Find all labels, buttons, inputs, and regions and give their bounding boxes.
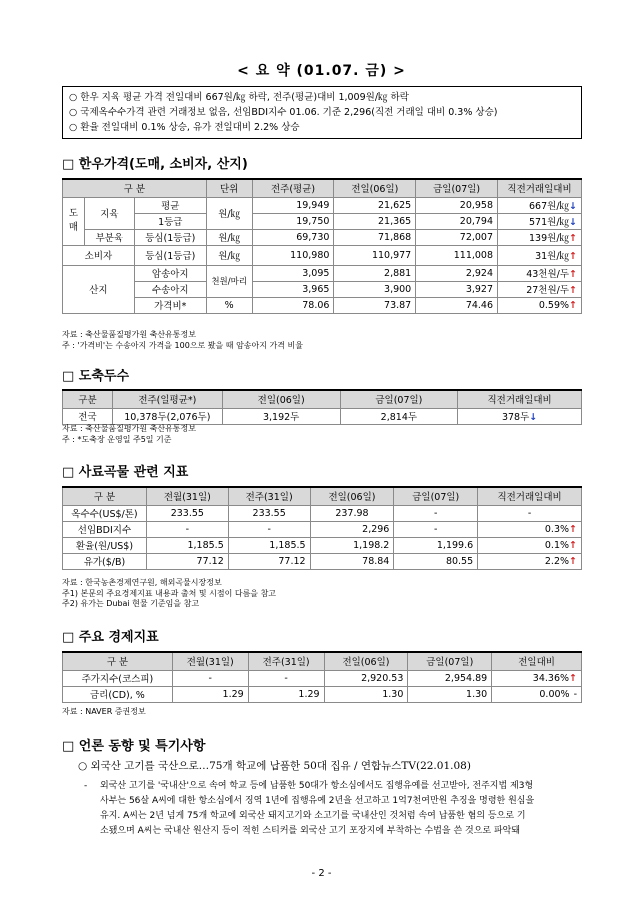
row-label: 평균 xyxy=(134,197,206,213)
cell-value: 1,198.2 xyxy=(310,537,394,553)
change-value: 571원/㎏ xyxy=(529,217,570,228)
change-value: 27천원/두 xyxy=(526,285,570,296)
row-group-label: 산지 xyxy=(63,265,135,313)
arrow-up-icon: ↑ xyxy=(569,523,577,535)
slaughter-table xyxy=(62,389,582,425)
cell-value: 10,378두(2,076두) xyxy=(112,408,222,424)
row-label: 등심(1등급) xyxy=(134,229,206,245)
change-value: 31원/㎏ xyxy=(535,251,570,262)
col-header: 전주(평균) xyxy=(252,179,334,197)
page-number: - 2 - xyxy=(311,868,332,879)
news-body xyxy=(84,779,584,839)
cell-value: 2,881 xyxy=(334,265,416,281)
cell-value: 110,980 xyxy=(252,245,334,265)
col-header: 금일(07일) xyxy=(408,652,492,670)
note-line: 자료 : 한국농촌경제연구원, 해외곡물시장정보 xyxy=(62,578,222,587)
change-cell xyxy=(498,229,582,245)
source-note xyxy=(62,330,303,351)
change-value: 667원/㎏ xyxy=(529,201,570,212)
cell-value: 20,958 xyxy=(416,197,498,213)
table-header-row xyxy=(63,390,582,408)
cell-value: - xyxy=(394,521,478,537)
arrow-up-icon: ↑ xyxy=(569,285,577,296)
cell-value: 77.12 xyxy=(146,553,228,569)
col-header: 금일(07일) xyxy=(394,487,478,505)
cell-value: 21,365 xyxy=(334,213,416,229)
col-header: 전일대비 xyxy=(492,652,582,670)
arrow-up-icon: ↑ xyxy=(569,269,577,280)
cell-value: 21,625 xyxy=(334,197,416,213)
arrow-up-icon: ↑ xyxy=(569,539,577,551)
cell-value: 1.29 xyxy=(248,686,324,702)
row-group-label: 지육 xyxy=(84,197,134,229)
cell-value: 2,920.53 xyxy=(324,670,408,686)
news-line: 소됐으며 A씨는 국내산 원산지 등이 적힌 스티커를 외국산 고기 포장지에 부착하는 수법을 쓴 것으로 파악돼 xyxy=(100,826,521,836)
news-line: 사부는 56살 A씨에 대한 항소심에서 징역 1년에 집행유예 2년을 선고하고 1억7천여만원 추징을 명령한 원심을 xyxy=(100,796,535,806)
col-header: 구 분 xyxy=(63,652,173,670)
table-row xyxy=(63,265,582,281)
col-header: 전주(31일) xyxy=(228,487,310,505)
cell-value: 80.55 xyxy=(394,553,478,569)
table-row xyxy=(63,245,582,265)
econ-table xyxy=(62,651,582,703)
cell-value: 78.06 xyxy=(252,297,334,313)
col-header: 전일(06일) xyxy=(310,487,394,505)
change-cell xyxy=(458,408,582,424)
cell-value: - xyxy=(394,505,478,521)
table-row xyxy=(63,229,582,245)
summary-line: ○ 한우 지육 평균 가격 전일대비 667원/㎏ 하락, 전주(평균)대비 1,009원/㎏ 하락 xyxy=(69,92,409,103)
table-header-row xyxy=(63,487,582,505)
cell-value: 2,296 xyxy=(310,521,394,537)
cell-value: 3,192두 xyxy=(222,408,340,424)
change-value: 43천원/두 xyxy=(526,269,570,280)
summary-box xyxy=(62,86,582,139)
news-text xyxy=(100,779,584,839)
change-cell xyxy=(498,245,582,265)
row-label: 전국 xyxy=(63,408,113,424)
unit-cell: 천원/마리 xyxy=(206,265,252,297)
news-headline: ○ 외국산 고기를 국산으로…75개 학교에 납품한 50대 집유 / 연합뉴스TV(22.01.08) xyxy=(78,760,471,772)
row-group-label: 부분육 xyxy=(84,229,134,245)
table-row xyxy=(63,281,582,297)
change-value: 34.36% xyxy=(532,672,570,684)
row-label: 1등급 xyxy=(134,213,206,229)
col-header: 금일(07일) xyxy=(340,390,458,408)
source-note xyxy=(62,707,146,718)
row-label: 암송아지 xyxy=(134,265,206,281)
row-group-label: 도매 xyxy=(63,197,85,245)
summary-line: ○ 환율 전일대비 0.1% 상승, 유가 전일대비 2.2% 상승 xyxy=(69,122,300,133)
note-line: 자료 : 축산물품질평가원 축산유통정보 xyxy=(62,424,196,433)
cell-value: - xyxy=(172,670,248,686)
change-cell xyxy=(478,521,582,537)
change-cell xyxy=(498,297,582,313)
table-header-row xyxy=(63,179,582,197)
cell-value: 3,965 xyxy=(252,281,334,297)
source-note xyxy=(62,578,276,610)
page-title: < 요 약 (01.07. 금) > xyxy=(237,63,406,79)
col-header: 전일(06일) xyxy=(222,390,340,408)
col-header: 직전거래일대비 xyxy=(458,390,582,408)
note-line: 자료 : NAVER 증권정보 xyxy=(62,707,146,716)
change-value: 0.59% xyxy=(538,299,570,311)
table-row xyxy=(63,213,582,229)
cell-value: 72,007 xyxy=(416,229,498,245)
table-row xyxy=(63,537,582,553)
cell-value: 2,814두 xyxy=(340,408,458,424)
feed-table xyxy=(62,486,582,570)
cell-value: 1,185.5 xyxy=(146,537,228,553)
col-header: 구 분 xyxy=(63,487,147,505)
change-value: 2.2% xyxy=(544,555,570,567)
arrow-up-icon: ↑ xyxy=(569,299,577,311)
change-value: 139원/㎏ xyxy=(529,233,570,244)
table-row xyxy=(63,670,582,686)
cell-value: 74.46 xyxy=(416,297,498,313)
arrow-down-icon: ↓ xyxy=(569,217,577,228)
cell-value: 19,750 xyxy=(252,213,334,229)
cell-value: 78.84 xyxy=(310,553,394,569)
cell-value: 1.29 xyxy=(172,686,248,702)
row-label: 주가지수(코스피) xyxy=(63,670,173,686)
change-value: 0.3% xyxy=(544,523,570,535)
col-header: 금일(07일) xyxy=(416,179,498,197)
cell-value: 73.87 xyxy=(334,297,416,313)
summary-line: ○ 국제옥수수가격 관련 거래정보 없음, 선임BDI지수 01.06. 기준 2,296(직전 거래일 대비 0.3% 상승) xyxy=(69,107,498,118)
table-row xyxy=(63,297,582,313)
cell-value: - xyxy=(228,521,310,537)
table-row xyxy=(63,553,582,569)
dash-mark: - xyxy=(573,688,577,700)
section-heading-hanwoo: □ 한우가격(도매, 소비자, 산지) xyxy=(62,157,248,172)
change-cell xyxy=(478,537,582,553)
change-cell xyxy=(498,197,582,213)
section-heading-feed: □ 사료곡물 관련 지표 xyxy=(62,465,189,480)
section-heading-slaughter: □ 도축두수 xyxy=(62,369,130,384)
table-row xyxy=(63,197,582,213)
note-line: 주2) 유가는 Dubai 현물 기준임을 참고 xyxy=(62,599,200,608)
col-header: 직전거래일대비 xyxy=(478,487,582,505)
col-header: 전월(31일) xyxy=(172,652,248,670)
arrow-up-icon: ↑ xyxy=(569,251,577,262)
row-label: 환율(원/US$) xyxy=(63,537,147,553)
col-header: 전월(31일) xyxy=(146,487,228,505)
cell-value: 1.30 xyxy=(324,686,408,702)
cell-value: 3,927 xyxy=(416,281,498,297)
cell-value: 20,794 xyxy=(416,213,498,229)
change-cell xyxy=(478,505,582,521)
arrow-up-icon: ↑ xyxy=(569,672,577,684)
change-value: - xyxy=(527,507,532,519)
unit-cell: % xyxy=(206,297,252,313)
section-heading-news: □ 언론 동향 및 특기사항 xyxy=(62,739,206,754)
row-label: 선임BDI지수 xyxy=(63,521,147,537)
news-line: 외국산 고기를 '국내산'으로 속여 학교 등에 납품한 50대가 항소심에서도 집행유예를 선고받아, 전주지법 제3형 xyxy=(100,781,534,791)
unit-cell: 원/㎏ xyxy=(206,197,252,229)
table-row xyxy=(63,521,582,537)
row-group-label: 소비자 xyxy=(63,245,135,265)
arrow-up-icon: ↑ xyxy=(569,233,577,244)
note-line: 자료 : 축산물품질평가원 축산유통정보 xyxy=(62,330,196,339)
cell-value: 2,924 xyxy=(416,265,498,281)
news-line: 유지. A씨는 2년 넘게 75개 학교에 외국산 돼지고기와 소고기를 국내산인 것처럼 속여 납품한 혐의 등으로 기 xyxy=(100,811,526,821)
arrow-down-icon: ↓ xyxy=(529,412,538,423)
table-row xyxy=(63,408,582,424)
cell-value: 2,954.89 xyxy=(408,670,492,686)
col-header: 단위 xyxy=(206,179,252,197)
change-value: 0.00% xyxy=(539,688,570,700)
note-line: 주 : '가격비'는 수송아지 가격을 100으로 봤을 때 암송아지 가격 비율 xyxy=(62,340,303,350)
cell-value: - xyxy=(146,521,228,537)
change-cell xyxy=(492,686,582,702)
cell-value: 1,185.5 xyxy=(228,537,310,553)
row-label: 등심(1등급) xyxy=(134,245,206,265)
table-header-row xyxy=(63,652,582,670)
cell-value: 110,977 xyxy=(334,245,416,265)
table-row xyxy=(63,505,582,521)
row-label: 금리(CD), % xyxy=(63,686,173,702)
row-label: 수송아지 xyxy=(134,281,206,297)
hanwoo-price-table xyxy=(62,178,582,314)
row-label: 유가($/B) xyxy=(63,553,147,569)
cell-value: 69,730 xyxy=(252,229,334,245)
cell-value: 233.55 xyxy=(228,505,310,521)
change-cell xyxy=(478,553,582,569)
col-header: 직전거래일대비 xyxy=(498,179,582,197)
col-header: 전일(06일) xyxy=(324,652,408,670)
row-label: 옥수수(US$/톤) xyxy=(63,505,147,521)
change-cell xyxy=(492,670,582,686)
col-header: 전주(일평균*) xyxy=(112,390,222,408)
note-line: 주1) 본문의 주요경제지표 내용과 출처 및 시점이 다름을 참고 xyxy=(62,588,277,598)
col-header: 전일(06일) xyxy=(334,179,416,197)
change-value: 0.1% xyxy=(544,539,570,551)
source-note xyxy=(62,424,196,445)
cell-value: 1.30 xyxy=(408,686,492,702)
cell-value: 111,008 xyxy=(416,245,498,265)
unit-cell: 원/㎏ xyxy=(206,245,252,265)
cell-value: 19,949 xyxy=(252,197,334,213)
note-line: 주 : *도축장 운영일 주5일 기준 xyxy=(62,434,172,444)
change-value: 378두 xyxy=(501,412,530,423)
section-heading-econ: □ 주요 경제지표 xyxy=(62,630,159,645)
cell-value: 3,900 xyxy=(334,281,416,297)
bullet-dash: - xyxy=(84,781,88,791)
change-cell xyxy=(498,213,582,229)
table-row xyxy=(63,686,582,702)
cell-value: 1,199.6 xyxy=(394,537,478,553)
change-cell xyxy=(498,265,582,281)
change-cell xyxy=(498,281,582,297)
unit-cell: 원/㎏ xyxy=(206,229,252,245)
row-label: 가격비* xyxy=(134,297,206,313)
cell-value: 3,095 xyxy=(252,265,334,281)
cell-value: 237.98 xyxy=(310,505,394,521)
cell-value: 77.12 xyxy=(228,553,310,569)
col-header: 구분 xyxy=(63,390,113,408)
col-header: 전주(31일) xyxy=(248,652,324,670)
col-header: 구 분 xyxy=(63,179,207,197)
cell-value: 71,868 xyxy=(334,229,416,245)
arrow-up-icon: ↑ xyxy=(569,555,577,567)
cell-value: 233.55 xyxy=(146,505,228,521)
arrow-down-icon: ↓ xyxy=(569,201,577,212)
cell-value: - xyxy=(248,670,324,686)
